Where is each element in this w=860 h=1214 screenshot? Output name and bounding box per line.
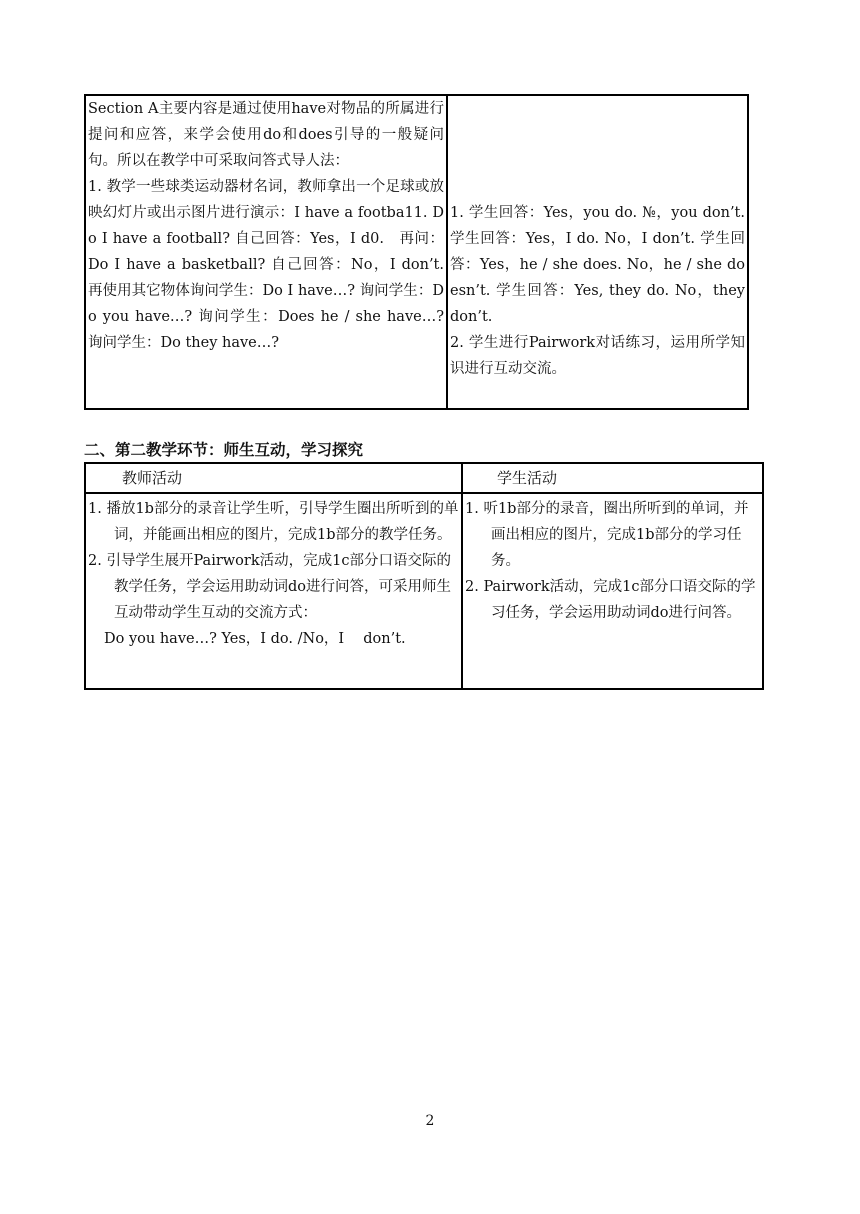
- pairwork-paragraph: 2. 学生进行Pairwork对话练习，运用所学知识进行互动交流。: [450, 335, 745, 377]
- student-header-cell: [462, 463, 763, 493]
- student-column-cell: [447, 95, 748, 409]
- intro-paragraph: Section A主要内容是通过使用have对物品的所属进行提问和应答，来学会使用do和does引导的一般疑问句。所以在教学中可采取问答式导人法：: [88, 101, 444, 169]
- teacher-column-cell: [85, 95, 447, 409]
- teacher-activity-body: [86, 494, 461, 688]
- student-activity-body: [463, 494, 762, 688]
- lesson-table-section-a: [84, 94, 749, 410]
- teacher-text-block: [86, 96, 446, 408]
- section-heading: 二、第二教学环节：师生互动，学习探究: [84, 441, 364, 459]
- student-answer-paragraph: 1. 学生回答：Yes，you do. №，you don’t. 学生回答：Yes，I do. No，I don’t. 学生回答：Yes，he / she does. No，he / she doesn’t. 学生回答：Yes, they do. No，they don’t.: [450, 205, 745, 325]
- teacher-header-cell: [85, 463, 462, 493]
- student-item-2: 2. Pairwork活动，完成1c部分口语交际的学习任务，学会运用助动词do进行问答。: [465, 579, 756, 621]
- teacher-item-2: 2. 引导学生展开Pairwork活动，完成1c部分口语交际的教学任务，学会运用助动词do进行问答，可采用师生互动带动学生互动的交流方式：: [88, 553, 452, 621]
- student-text-block: [448, 96, 747, 382]
- dialogue-example: Do you have…? Yes，I do. /No，I don’t.: [104, 631, 406, 647]
- page-number: 2: [425, 1113, 435, 1129]
- student-activity-header: 学生活动: [497, 469, 558, 487]
- teacher-item-1: 1. 播放1b部分的录音让学生听，引导学生圈出所听到的单词，并能画出相应的图片，完成1b部分的教学任务。: [88, 501, 459, 543]
- teacher-activity-cell: [85, 493, 462, 689]
- lesson-table-interaction: [84, 462, 764, 690]
- teacher-activity-header: 教师活动: [122, 469, 183, 487]
- student-activity-cell: [462, 493, 763, 689]
- student-item-1: 1. 听1b部分的录音，圈出所听到的单词，并画出相应的图片，完成1b部分的学习任务。: [465, 501, 749, 569]
- step-1-paragraph: 1. 教学一些球类运动器材名词，教师拿出一个足球或放映幻灯片或出示图片进行演示：I have a footba11. Do I have a football? 自己回答：Yes，I d0. 再问：Do I have a basketball? 自己回答：No，I don’t. 再使用其它物体询问学生：Do I have…? 询问学生：Do you have…? 询问学生：Does he / she have…? 询问学生：Do they have…?: [88, 179, 444, 351]
